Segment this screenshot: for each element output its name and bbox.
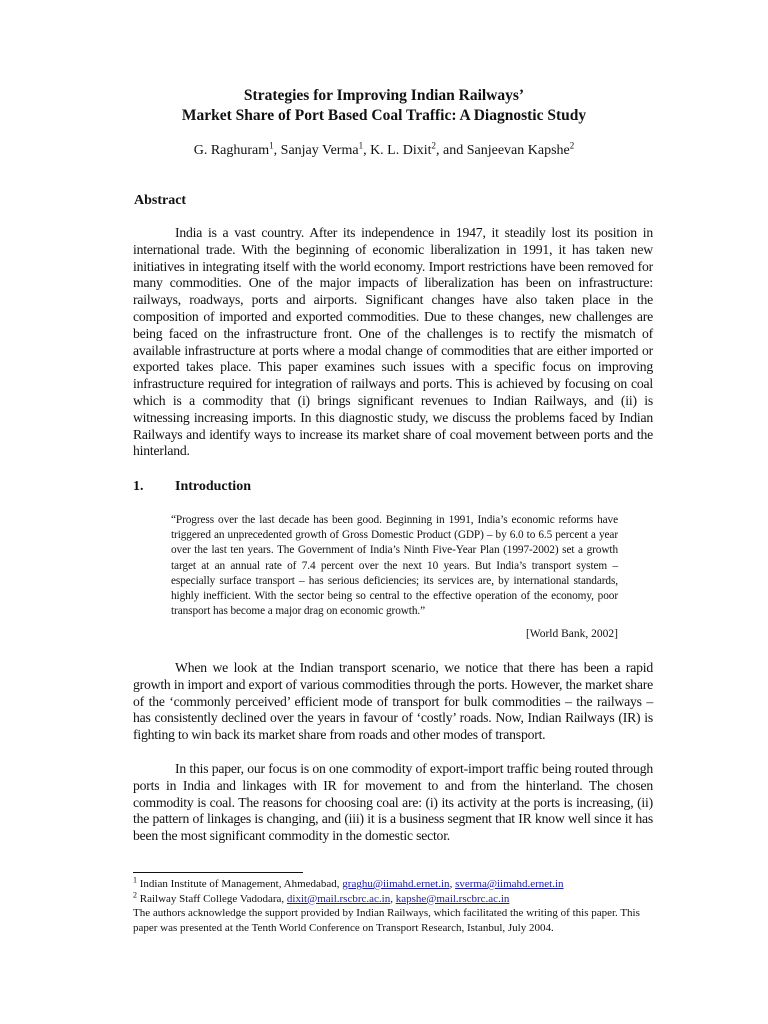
abstract-paragraph <box>133 225 653 460</box>
email-link-kapshe[interactable]: kapshe@mail.rscbrc.ac.in <box>395 892 510 905</box>
abstract-heading: Abstract <box>134 193 187 208</box>
footnote-1-text: Indian Institute of Management, Ahmedabad, <box>137 878 343 890</box>
section-number: 1. <box>133 479 144 494</box>
section-title: Introduction <box>175 479 251 494</box>
author-name: G. Raghuram <box>193 143 270 158</box>
acknowledgement: The authors acknowledge the support provided by Indian Railways, which facilitated the writing of this paper. This paper was presented at the Tenth World Conference on Transport Research, Istanbul, July 2004. <box>133 907 640 934</box>
author-separator: , and <box>436 143 467 158</box>
author-affiliation-mark: 2 <box>569 140 575 151</box>
footnote-separator: , <box>390 892 396 905</box>
author-name: Sanjay Verma <box>280 143 359 158</box>
author-affiliation-mark: 2 <box>431 140 437 151</box>
footnote-mark: 2 <box>133 889 137 899</box>
footnote-mark: 1 <box>133 875 137 885</box>
email-link-sverma[interactable]: sverma@iimahd.ernet.in <box>455 878 564 890</box>
intro-paragraph-1-text: When we look at the Indian transport scenario, we notice that there has been a rapid growth in import and export of various commodities through the ports. However, the market share of the ‘commonly perceived’ efficient mode of transport for bulk commodities – the railways – has consistently declined over the years in favour of ‘costly’ roads. Now, Indian Railways (IR) is fighting to win back its market share from roads and other modes of transport. <box>133 660 653 743</box>
author-list <box>0 142 768 160</box>
footnote-1 <box>133 877 653 892</box>
footnote-2-text: Railway Staff College Vadodara, <box>137 892 287 905</box>
intro-paragraph-2 <box>133 761 653 845</box>
author-name: Sanjeevan Kapshe <box>466 143 570 158</box>
author-affiliation-mark: 1 <box>269 140 274 151</box>
email-link-graghu[interactable]: graghu@iimahd.ernet.in <box>342 878 450 890</box>
paper-title-line2: Market Share of Port Based Coal Traffic: A Diagnostic Study <box>181 107 587 124</box>
block-quote: “Progress over the last decade has been good. Beginning in 1991, India’s economic reforms have triggered an unprecedented growth of Gross Domestic Product (GDP) – by 6.0 to 6.5 percent a year over the last ten years. The Government of India’s Ninth Five-Year Plan (1997-2002) set a growth target at an annual rate of 7.4 percent over the next 10 years. But India’s transport system – especially surface transport – has serious deficiencies; its services are, by international standards, highly inefficient. With the sector being so central to the effective operation of the economy, poor transport has become a major drag on economic growth.” <box>171 514 618 618</box>
footnote-divider <box>133 872 303 873</box>
quote-citation: [World Bank, 2002] <box>525 628 618 640</box>
paper-title-line1: Strategies for Improving Indian Railways’ <box>243 87 525 104</box>
footnote-2 <box>133 889 653 907</box>
footnotes <box>133 877 653 935</box>
footnote-separator: , <box>449 878 456 890</box>
intro-paragraph-2-text: In this paper, our focus is on one commodity of export-import traffic being routed through ports in India and linkages with IR for movement to and from the hinterland. The chosen commodity is coal. The reasons for choosing coal are: (i) its activity at the ports is increasing, (ii) the pattern of linkages is changing, and (iii) it is a business segment that IR know well since it has been the most significant commodity in the domestic sector. <box>133 761 653 844</box>
author-separator: , <box>273 143 281 158</box>
author-affiliation-mark: 1 <box>358 140 364 151</box>
email-link-dixit[interactable]: dixit@mail.rscbrc.ac.in <box>286 892 391 905</box>
intro-paragraph-1 <box>133 660 653 744</box>
author-name: K. L. Dixit <box>370 143 432 158</box>
author-separator: , <box>363 143 371 158</box>
abstract-text: India is a vast country. After its independence in 1947, it steadily lost its position in international trade. With the beginning of economic liberalization in 1991, it has taken new initiatives in integrating itself with the world economy. Import restrictions have been removed for many commodities. One of the major impacts of liberalization has been on infrastructure: railways, roadways, ports and airports. Significant changes have also taken place in the composition of imported and exported commodities. Due to these changes, new challenges are being faced on the infrastructure front. One of the challenges is to rectify the mismatch of available infrastructure at ports where a modal change of commodities that are either imported or exported takes place. This paper examines such issues with a specific focus on improving infrastructure required for integration of railways and ports. This is achieved by focusing on coal which is a commodity that (i) brings significant revenues to Indian Railways, and (ii) is witnessing increasing imports. In this diagnostic study, we discuss the problems faced by Indian Railways and identify ways to increase its market share of coal movement between ports and the hinterland. <box>133 225 653 459</box>
